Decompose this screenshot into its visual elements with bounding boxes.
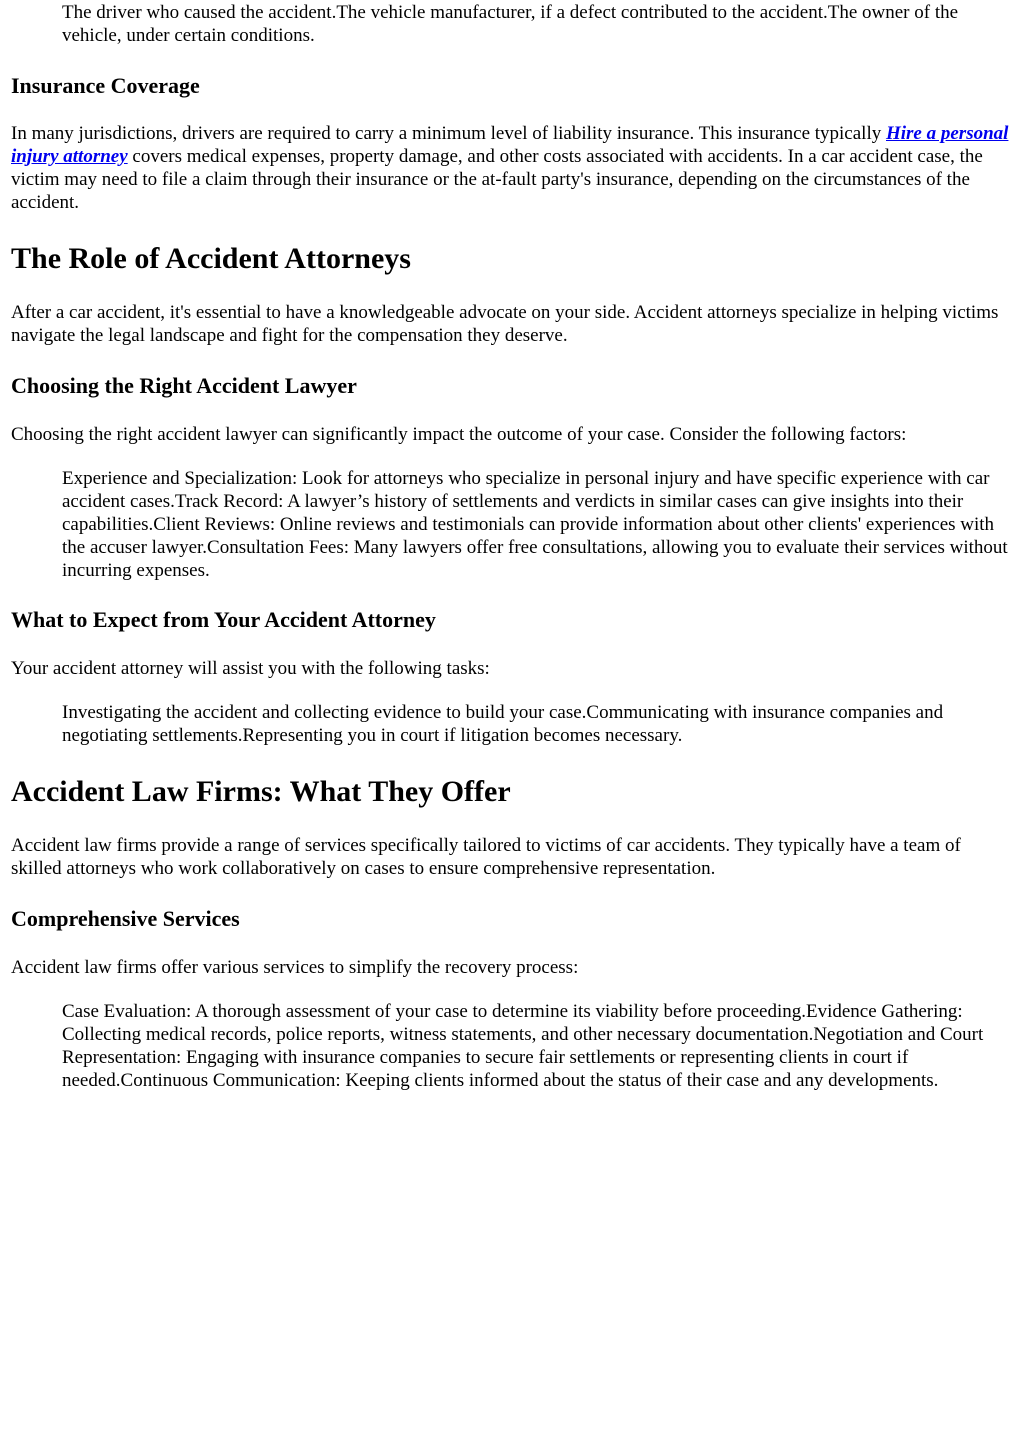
choosing-list-block [62, 467, 1013, 582]
expect-paragraph: Your accident attorney will assist you with the following tasks: [11, 658, 490, 679]
hire-attorney-link[interactable]: Hire a personal injury attorney [11, 123, 1009, 167]
choosing-list-text: Experience and Specialization: Look for attorneys who specialize in personal injury and have specific experience with car accident cases.Track Record: A lawyer’s history of settlements and verdicts in similar cases can give insights into their capabilities.Client Reviews: Online reviews and testimonials can provide information about other clients' experiences with the accuser lawyer.Consultation Fees: Many lawyers offer free consultations, allowing you to evaluate their services without incurring expenses. [62, 468, 1008, 581]
firms-heading: Accident Law Firms: What They Offer [11, 775, 511, 808]
insurance-text-before: In many jurisdictions, drivers are required to carry a minimum level of liability insurance. This insurance typically [11, 123, 886, 144]
insurance-paragraph [11, 122, 1013, 214]
services-list-block [62, 1000, 1013, 1092]
expect-heading: What to Expect from Your Accident Attorney [11, 607, 436, 632]
role-heading: The Role of Accident Attorneys [11, 242, 411, 275]
choosing-heading: Choosing the Right Accident Lawyer [11, 373, 357, 398]
services-list-text: Case Evaluation: A thorough assessment of your case to determine its viability before proceeding.Evidence Gathering: Collecting medical records, police reports, witness statements, and other necessary documentation.Negotiation and Court Representation: Engaging with insurance companies to secure fair settlements or representing clients in court if needed.Continuous Communication: Keeping clients informed about the status of their case and any developments. [62, 1001, 984, 1091]
services-heading: Comprehensive Services [11, 906, 240, 931]
choosing-paragraph: Choosing the right accident lawyer can significantly impact the outcome of your case. Consider the following factors: [11, 424, 907, 445]
intro-list-text: The driver who caused the accident.The vehicle manufacturer, if a defect contributed to the accident.The owner of the vehicle, under certain conditions. [62, 2, 959, 46]
services-paragraph: Accident law firms offer various services to simplify the recovery process: [11, 957, 579, 978]
insurance-text-after: covers medical expenses, property damage, and other costs associated with accidents. In a car accident case, the victim may need to file a claim through their insurance or the at-fault party's insurance, depending on the circumstances of the accident. [11, 146, 983, 213]
role-paragraph: After a car accident, it's essential to have a knowledgeable advocate on your side. Accident attorneys specialize in helping victims navigate the legal landscape and fight for the compensation they deserve. [11, 302, 999, 346]
expect-list-text: Investigating the accident and collecting evidence to build your case.Communicating with insurance companies and negotiating settlements.Representing you in court if litigation becomes necessary. [62, 702, 944, 746]
expect-list-block [62, 701, 1013, 747]
insurance-heading: Insurance Coverage [11, 73, 200, 98]
intro-list-block [62, 0, 1013, 47]
firms-paragraph: Accident law firms provide a range of services specifically tailored to victims of car accidents. They typically have a team of skilled attorneys who work collaboratively on cases to ensure comprehensive representation. [11, 835, 961, 879]
